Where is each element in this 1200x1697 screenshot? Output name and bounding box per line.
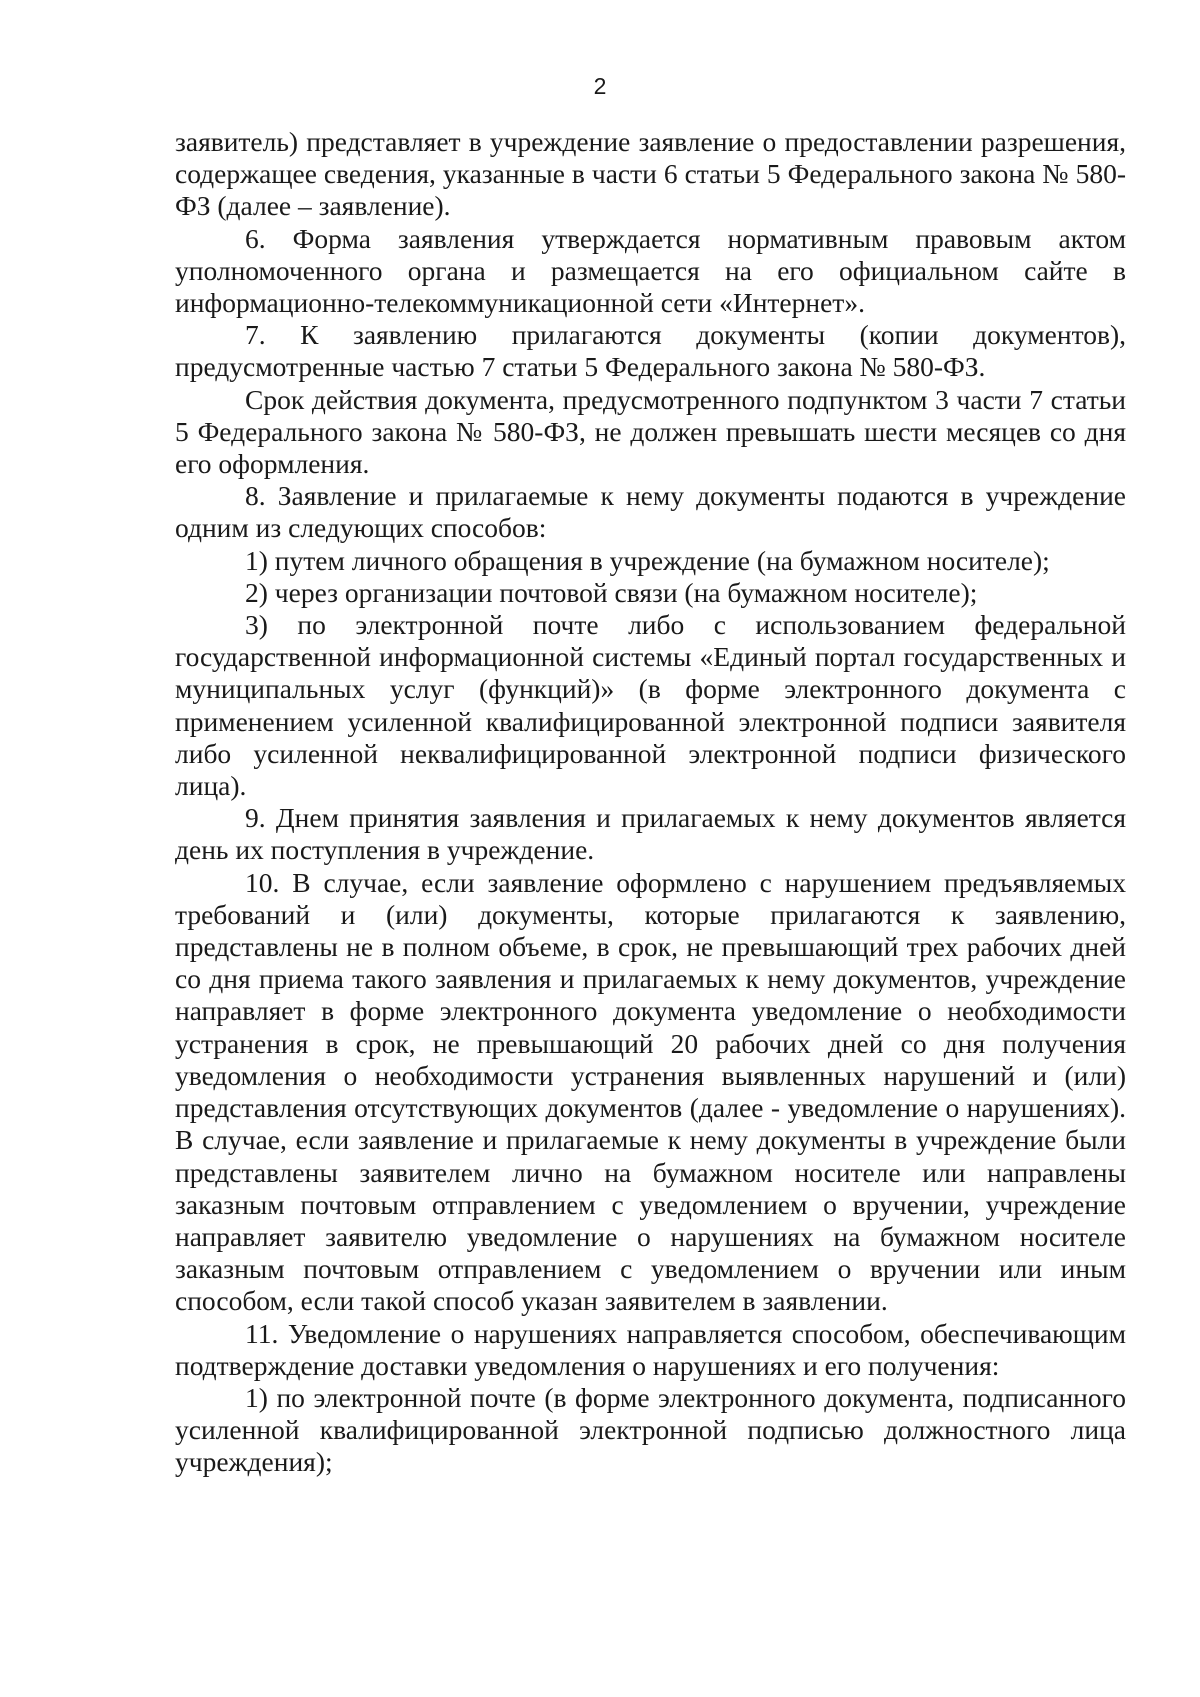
page-number: 2 — [593, 73, 607, 99]
paragraph-11: 11. Уведомление о нарушениях направляется способом, обеспечивающим подтверждение доставки уведомления о нарушениях и его получения: — [175, 1317, 1126, 1381]
paragraph-8-item-2: 2) через организации почтовой связи (на бумажном носителе); — [245, 576, 978, 608]
paragraph-8-item-3: 3) по электронной почте либо с использованием федеральной государственной информационной системы «Единый портал государственных и муниципальных услуг (функций)» (в форме электронного документа с применением усиленной квалифицированной электронной подписи заявителя либо усиленной неквалифицированной электронной подписи физического лица). — [175, 609, 1126, 802]
paragraph-11-item-1: 1) по электронной почте (в форме электронного документа, подписанного усиленной квалифицированной электронной подписью должностного лица учреждения); — [175, 1381, 1126, 1478]
paragraph-9: 9. Днем принятия заявления и прилагаемых к нему документов является день их поступления в учреждение. — [175, 802, 1126, 866]
paragraph-8-item-1: 1) путем личного обращения в учреждение (на бумажном носителе); — [245, 544, 1050, 576]
document-body — [175, 126, 1126, 1479]
paragraph-6: 6. Форма заявления утверждается нормативным правовым актом уполномоченного органа и размещается на его официальном сайте в информационно-телекоммуникационной сети «Интернет». — [175, 222, 1126, 319]
paragraph-continuation: заявитель) представляет в учреждение заявление о предоставлении разрешения, содержащее сведения, указанные в части 6 статьи 5 Федерального закона № 580-ФЗ (далее – заявление). — [175, 126, 1126, 222]
paragraph-10: 10. В случае, если заявление оформлено с нарушением предъявляемых требований и (или) документы, которые прилагаются к заявлению, представлены не в полном объеме, в срок, не превышающий трех рабочих дней со дня приема такого заявления и прилагаемых к нему документов, учреждение направляет в форме электронного документа уведомление о необходимости устранения в срок, не превышающий 20 рабочих дней со дня получения уведомления о необходимости устранения выявленных нарушений и (или) представления отсутствующих документов (далее - уведомление о нарушениях). В случае, если заявление и прилагаемые к нему документы в учреждение были представлены заявителем лично на бумажном носителе или направлены заказным почтовым отправлением с уведомлением о вручении, учреждение направляет заявителю уведомление о нарушениях на бумажном носителе заказным почтовым отправлением с уведомлением о вручении или иным способом, если такой способ указан заявителем в заявлении. — [175, 866, 1126, 1317]
paragraph-8: 8. Заявление и прилагаемые к нему документы подаются в учреждение одним из следующих способов: — [175, 480, 1126, 544]
paragraph-7: 7. К заявлению прилагаются документы (копии документов), предусмотренные частью 7 статьи 5 Федерального закона № 580-ФЗ. — [175, 319, 1126, 383]
paragraph-7-validity: Срок действия документа, предусмотренного подпунктом 3 части 7 статьи 5 Федерального закона № 580-ФЗ, не должен превышать шести месяцев со дня его оформления. — [175, 383, 1126, 480]
